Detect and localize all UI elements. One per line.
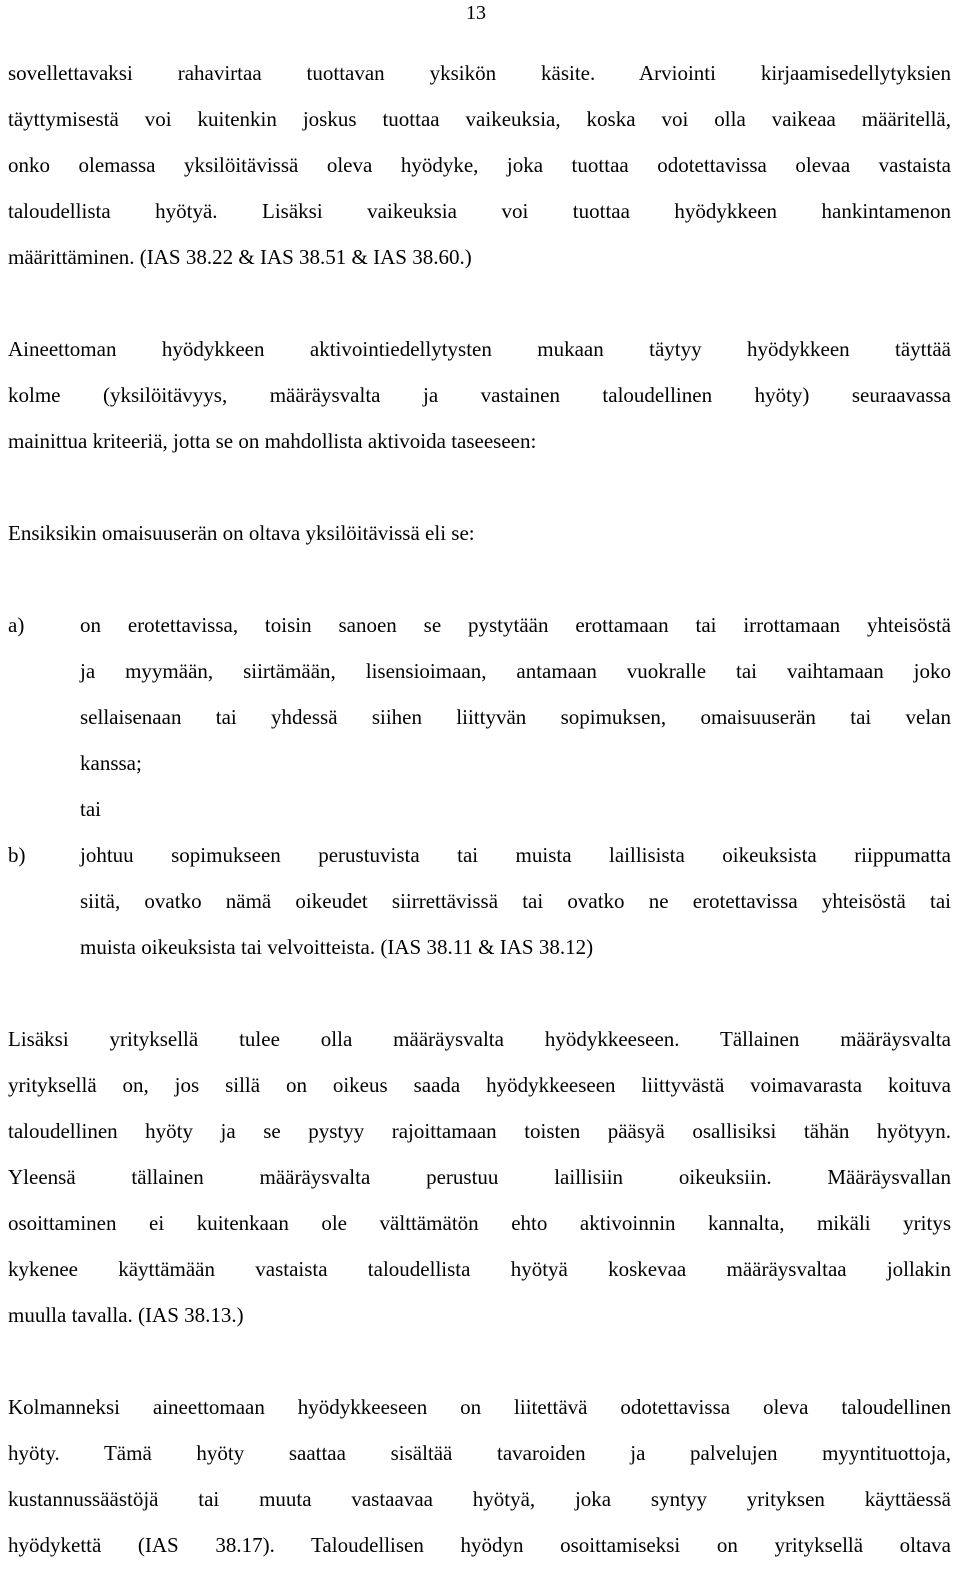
list-item-b-line-1: johtuu sopimukseen perustuvista tai muista laillisista oikeuksista riippumatta (80, 843, 951, 867)
paragraph-4-line-7: muulla tavalla. (IAS 38.13.) (8, 1303, 244, 1327)
list-connector: tai (80, 797, 101, 821)
paragraph-5-line-2: hyöty. Tämä hyöty saattaa sisältää tavaroiden ja palvelujen myyntituottoja, (8, 1441, 951, 1465)
list-item-a-line-2: ja myymään, siirtämään, lisensioimaan, antamaan vuokralle tai vaihtamaan joko (80, 659, 951, 683)
paragraph-3-line-1: Ensiksikin omaisuuserän on oltava yksilöitävissä eli se: (8, 521, 475, 545)
list-item-a-line-3: sellaisenaan tai yhdessä siihen liittyvän sopimuksen, omaisuuserän tai velan (80, 705, 951, 729)
paragraph-2-line-1: Aineettoman hyödykkeen aktivointiedellytysten mukaan täytyy hyödykkeen täyttää (8, 337, 951, 361)
paragraph-4-line-1: Lisäksi yrityksellä tulee olla määräysvalta hyödykkeeseen. Tällainen määräysvalta (8, 1027, 951, 1051)
paragraph-1-line-5: määrittäminen. (IAS 38.22 & IAS 38.51 & IAS 38.60.) (8, 245, 472, 269)
paragraph-5-line-3: kustannussäästöjä tai muuta vastaavaa hyötyä, joka syntyy yrityksen käyttäessä (8, 1487, 951, 1511)
paragraph-1-line-4: taloudellista hyötyä. Lisäksi vaikeuksia voi tuottaa hyödykkeen hankintamenon (8, 199, 951, 223)
paragraph-1-line-3: onko olemassa yksilöitävissä oleva hyödyke, joka tuottaa odotettavissa olevaa vastaista (8, 153, 951, 177)
list-item-a-line-1: on erotettavissa, toisin sanoen se pystytään erottamaan tai irrottamaan yhteisöstä (80, 613, 951, 637)
paragraph-1-line-1: sovellettavaksi rahavirtaa tuottavan yksikön käsite. Arviointi kirjaamisedellytyksien (8, 61, 951, 85)
paragraph-4-line-3: taloudellinen hyöty ja se pystyy rajoittamaan toisten pääsyä osallisiksi tähän hyötyyn. (8, 1119, 951, 1143)
list-item-b-line-2: siitä, ovatko nämä oikeudet siirrettävissä tai ovatko ne erotettavissa yhteisöstä tai (80, 889, 951, 913)
paragraph-4-line-6: kykenee käyttämään vastaista taloudellista hyötyä koskevaa määräysvaltaa jollakin (8, 1257, 951, 1281)
list-item-a-line-4: kanssa; (80, 751, 142, 775)
paragraph-4-line-5: osoittaminen ei kuitenkaan ole välttämätön ehto aktivoinnin kannalta, mikäli yritys (8, 1211, 951, 1235)
paragraph-4-line-2: yrityksellä on, jos sillä on oikeus saada hyödykkeeseen liittyvästä voimavarasta koituva (8, 1073, 951, 1097)
page-number: 13 (466, 2, 486, 24)
paragraph-2-line-3: mainittua kriteeriä, jotta se on mahdollista aktivoida taseeseen: (8, 429, 537, 453)
paragraph-1-line-2: täyttymisestä voi kuitenkin joskus tuottaa vaikeuksia, koska voi olla vaikeaa määritellä, (8, 107, 951, 131)
list-marker-b: b) (8, 843, 26, 867)
paragraph-5-line-1: Kolmanneksi aineettomaan hyödykkeeseen on liitettävä odotettavissa oleva taloudellinen (8, 1395, 951, 1419)
paragraph-4-line-4: Yleensä tällainen määräysvalta perustuu laillisiin oikeuksiin. Määräysvallan (8, 1165, 951, 1189)
list-item-b-line-3: muista oikeuksista tai velvoitteista. (IAS 38.11 & IAS 38.12) (80, 935, 594, 959)
paragraph-2-line-2: kolme (yksilöitävyys, määräysvalta ja vastainen taloudellinen hyöty) seuraavassa (8, 383, 951, 407)
list-marker-a: a) (8, 613, 25, 637)
paragraph-5-line-4: hyödykettä (IAS 38.17). Taloudellisen hyödyn osoittamiseksi on yrityksellä oltava (8, 1533, 951, 1557)
